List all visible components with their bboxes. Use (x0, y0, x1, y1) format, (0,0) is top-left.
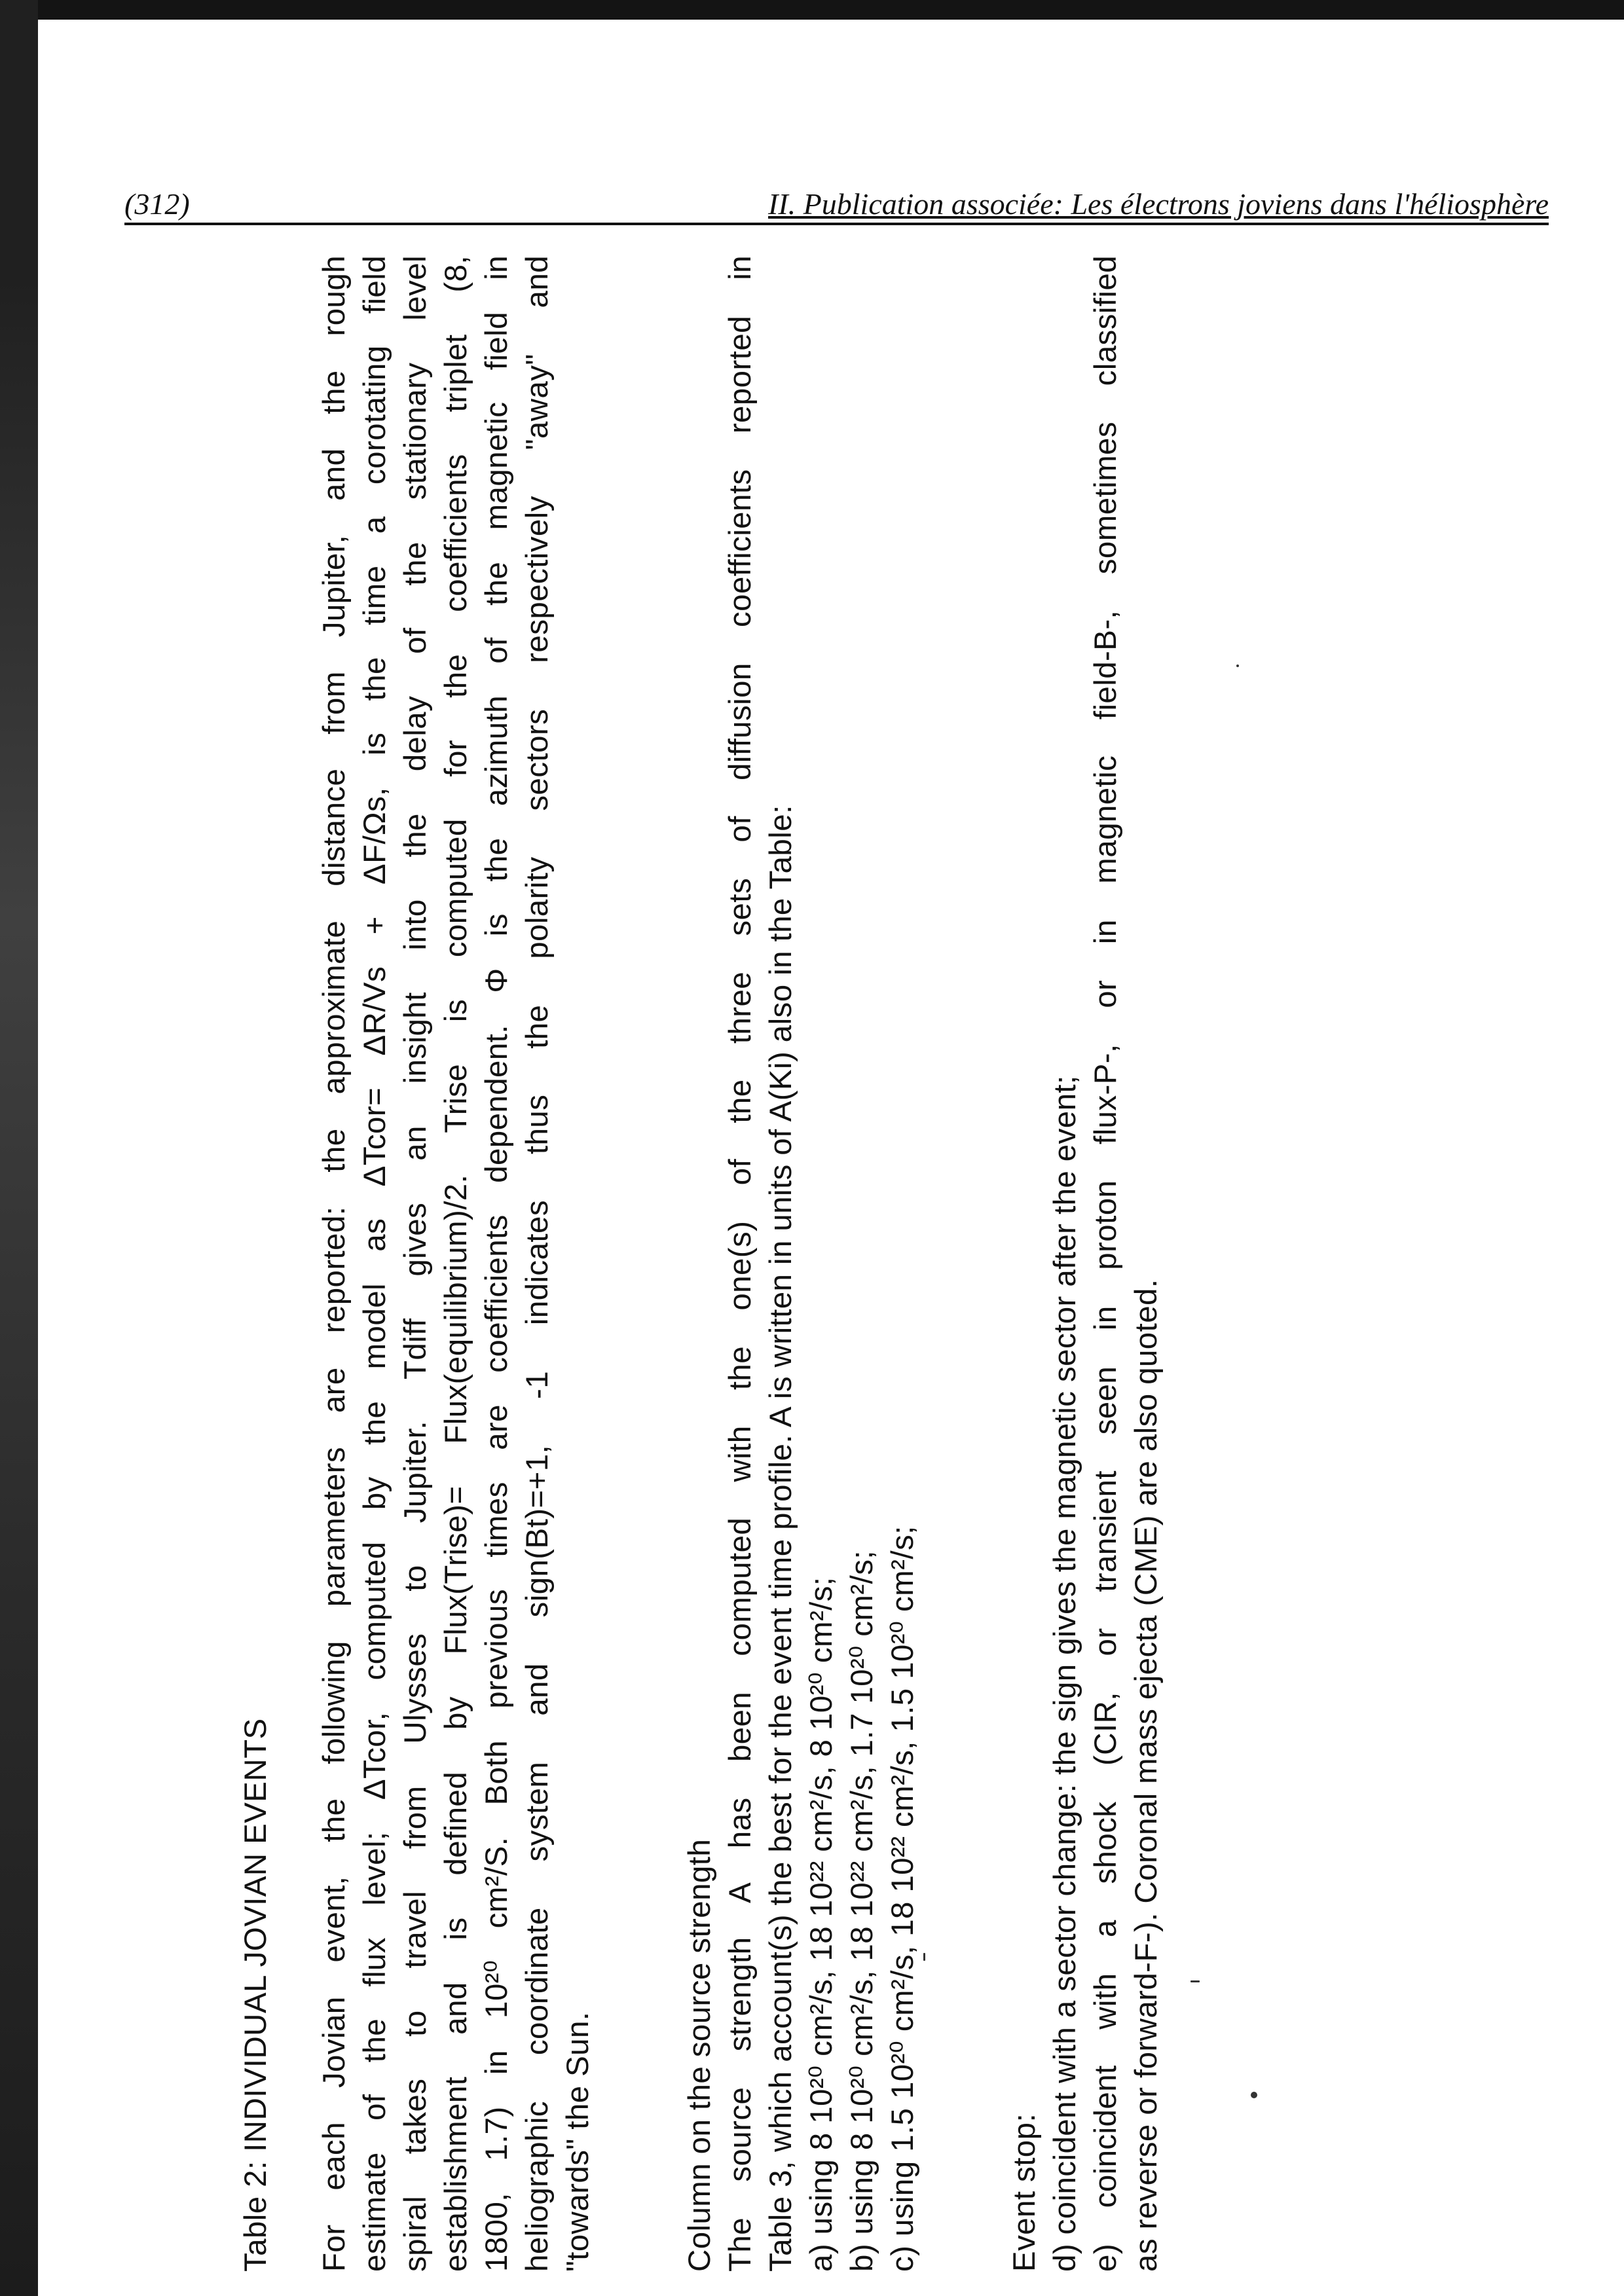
intro-line: For each Jovian event, the following parameters are reported: the approximate distance from Jupiter, and the rough (317, 255, 352, 2272)
event-stop-section (1005, 255, 1167, 2272)
scan-speck (1251, 2092, 1257, 2098)
page-number: (312) (124, 187, 190, 221)
intro-line: establishment and is defined by Flux(Trise)= Flux(equilibrium)/2. Trise is computed for the coefficients triplet (8, (439, 255, 473, 2272)
coefficient-set-a: a) using 8 10²⁰ cm²/s, 18 10²² cm²/s, 8 10²⁰ cm²/s; (804, 1576, 839, 2272)
event-stop-item-d: d) coincident with a sector change: the sign gives the magnetic sector after the event; (1048, 1075, 1082, 2272)
event-stop-heading: Event stop: (1007, 2113, 1042, 2272)
event-stop-item-e: e) coincident with a shock (CIR, or transient seen in proton flux-P-, or in magnetic field-B-, sometimes classified (1088, 255, 1123, 2272)
intro-line: spiral takes to travel from Ulysses to Jupiter. Tdiff gives an insight into the delay of the stationary level (398, 255, 433, 2272)
scan-speck (1236, 665, 1239, 667)
scan-speck (923, 1953, 925, 1961)
rotated-page-body (236, 255, 1164, 2272)
intro-line: estimate of the flux level; ΔTcor, computed by the model as ΔTcor= ΔR/Vs + ΔF/Ωs, is the time a corotating field (358, 255, 392, 2272)
scan-left-border (0, 0, 38, 2296)
source-strength-line: The source strength A has been computed with the one(s) of the three sets of diffusion coefficients reported in (723, 255, 758, 2272)
event-stop-item-e-continued: as reverse or forward-F-). Coronal mass ejecta (CME) are also quoted. (1129, 1279, 1164, 2272)
intro-paragraph (314, 255, 599, 2272)
source-strength-line: Table 3, which account(s) the best for the event time profile. A is written in units of A(Ki) also in the Table: (764, 805, 798, 2272)
intro-line: 1800, 1.7) in 10²⁰ cm²/S. Both previous times are coefficients dependent. Φ is the azimuth of the magnetic field in (479, 255, 514, 2272)
running-title: II. Publication associée: Les électrons joviens dans l'héliosphère (768, 187, 1549, 221)
intro-line: "towards" the Sun. (561, 2011, 595, 2272)
coefficient-set-c: c) using 1.5 10²⁰ cm²/s, 18 10²² cm²/s, 1.5 10²⁰ cm²/s; (885, 1525, 920, 2272)
coefficient-set-b: b) using 8 10²⁰ cm²/s, 18 10²² cm²/s, 1.7 10²⁰ cm²/s; (845, 1550, 879, 2272)
scan-top-border (0, 0, 1624, 20)
table-title: Table 2: INDIVIDUAL JOVIAN EVENTS (238, 1718, 273, 2272)
intro-line: heliographic coordinate system and sign(Bt)=+1, -1 indicates thus the polarity sectors respectively "away" and (520, 255, 555, 2272)
source-strength-section (680, 255, 923, 2272)
scan-speck (1190, 1980, 1200, 1982)
source-strength-heading: Column on the source strength (682, 1838, 717, 2272)
page-header (124, 187, 1549, 225)
